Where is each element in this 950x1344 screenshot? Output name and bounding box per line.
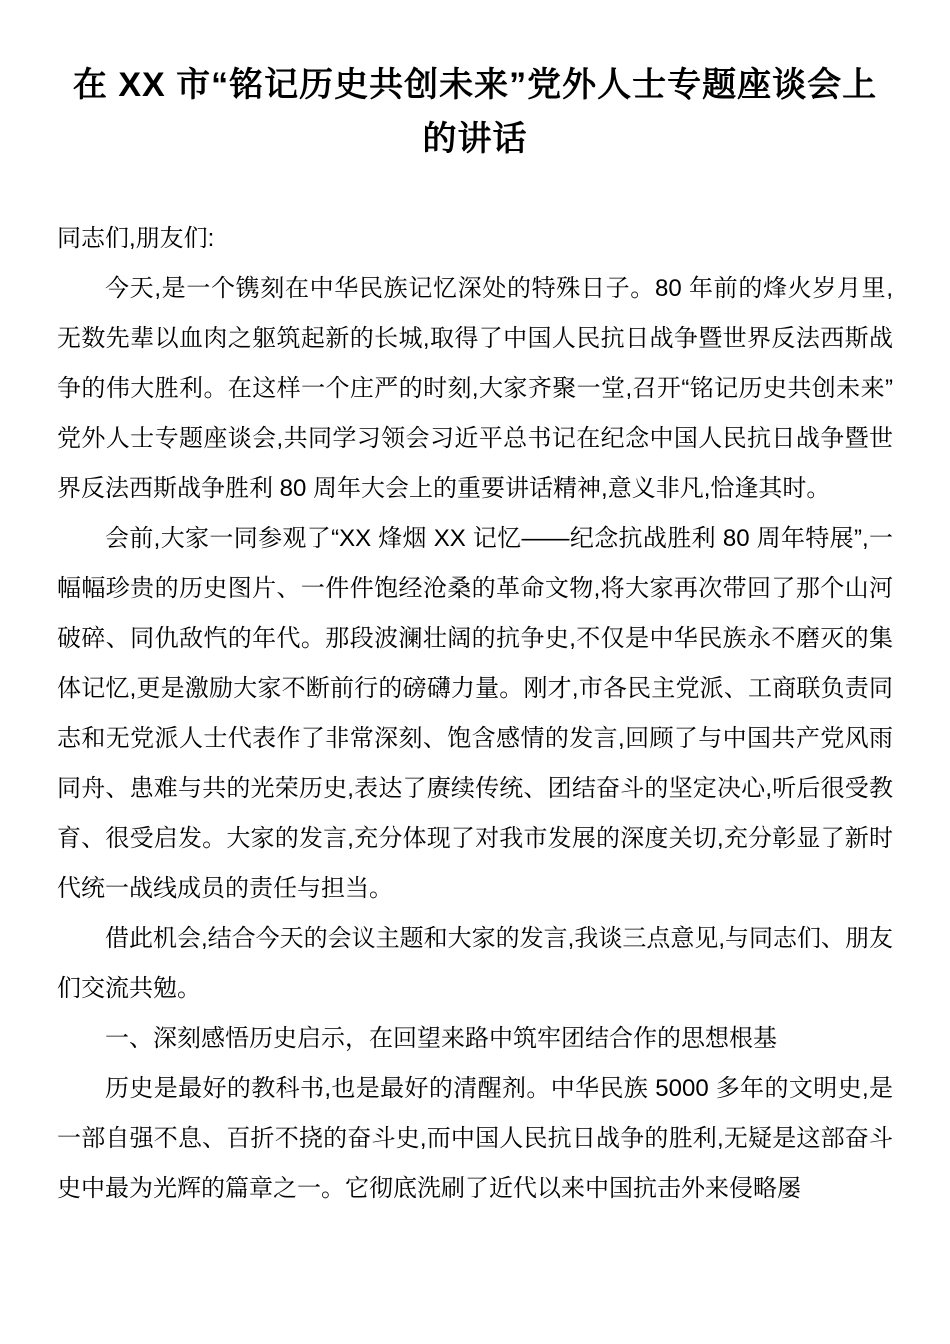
paragraph: 借此机会,结合今天的会议主题和大家的发言,我谈三点意见,与同志们、朋友们交流共勉。 — [57, 925, 894, 1002]
document-title: 在 XX 市“铭记历史共创未来”党外人士专题座谈会上的讲话 — [72, 66, 878, 158]
paragraph: 同志们,朋友们: — [57, 225, 215, 252]
paragraph: 历史是最好的教科书,也是最好的清醒剂。中华民族 5000 多年的文明史,是一部自强不息、百折不挠的奋斗史,而中国人民抗日战争的胜利,无疑是这部奋斗史中最为光辉的篇章之一。它彻底洗刷了近代以来中国抗击外来侵略屡 — [57, 1075, 893, 1202]
paragraph: 今天,是一个镌刻在中华民族记忆深处的特殊日子。80 年前的烽火岁月里,无数先辈以血肉之躯筑起新的长城,取得了中国人民抗日战争暨世界反法西斯战争的伟大胜利。在这样一个庄严的时刻,大家齐聚一堂,召开“铭记历史共创未来”党外人士专题座谈会,共同学习领会习近平总书记在纪念中国人民抗日战争暨世界反法西斯战争胜利 80 周年大会上的重要讲话精神,意义非凡,恰逢其时。 — [57, 275, 893, 502]
paragraph: 会前,大家一同参观了“XX 烽烟 XX 记忆——纪念抗战胜利 80 周年特展”,一幅幅珍贵的历史图片、一件件饱经沧桑的革命文物,将大家再次带回了那个山河破碎、同仇敌忾的年代。那段波澜壮阔的抗争史,不仅是中华民族永不磨灭的集体记忆,更是激励大家不断前行的磅礴力量。刚才,市各民主党派、工商联负责同志和无党派人士代表作了非常深刻、饱含感情的发言,回顾了与中国共产党风雨同舟、患难与共的光荣历史,表达了赓续传统、团结奋斗的坚定决心,听后很受教育、很受启发。大家的发言,充分体现了对我市发展的深度关切,充分彰显了新时代统一战线成员的责任与担当。 — [57, 525, 893, 902]
section-heading: 一、深刻感悟历史启示，在回望来路中筑牢团结合作的思想根基 — [105, 1025, 777, 1052]
document-body — [57, 214, 893, 1214]
